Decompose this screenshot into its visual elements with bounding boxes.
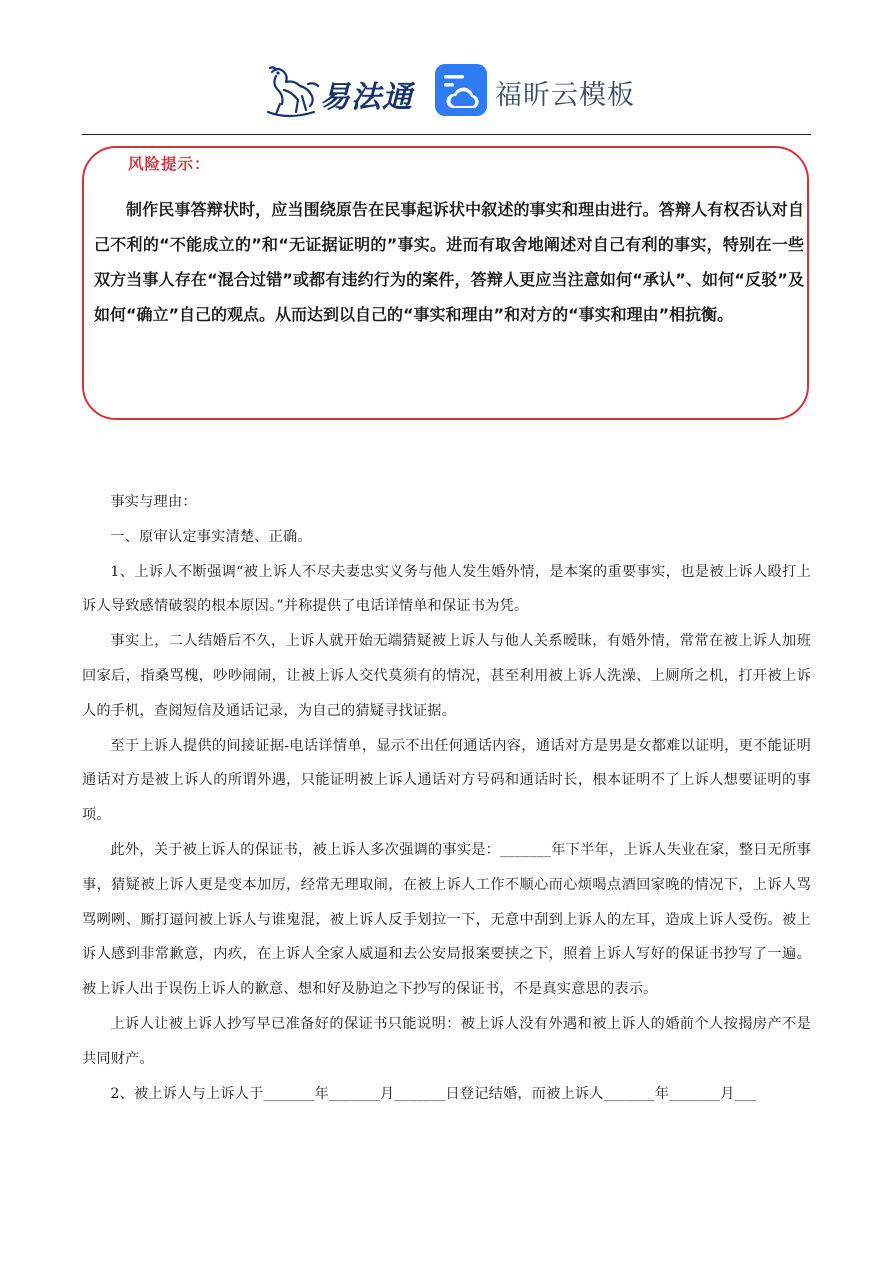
fuxin-logo [435,64,645,120]
qilin-icon [262,62,322,122]
header-divider [82,134,811,135]
body-paragraph: 此外，关于被上诉人的保证书，被上诉人多次强调的事实是：_______年下半年，上诉人失业在家，整日无所事事，猜疑被上诉人更是变本加厉，经常无理取闹，在被上诉人工作不顺心而心烦喝点酒回家晚的情况下，上诉人骂骂咧咧、厮打逼问被上诉人与谁鬼混，被上诉人反手划拉一下，无意中刮到上诉人的左耳，造成上诉人受伤。被上诉人感到非常歉意，内疚，在上诉人全家人威逼和去公安局报案要挟之下，照着上诉人写好的保证书抄写了一遍。被上诉人出于误伤上诉人的歉意、想和好及胁迫之下抄写的保证书，不是真实意思的表示。 [82,841,811,998]
body-paragraph: 事实上，二人结婚后不久，上诉人就开始无端猜疑被上诉人与他人关系暧昧，有婚外情，常常在被上诉人加班回家后，指桑骂槐，吵吵闹闹，让被上诉人交代莫须有的情况，甚至利用被上诉人洗澡、上厕所之机，打开被上诉人的手机，查阅短信及通话记录，为自己的猜疑寻找证据。 [82,633,811,719]
body-paragraph: 上诉人让被上诉人抄写早已准备好的保证书只能说明：被上诉人没有外遇和被上诉人的婚前个人按揭房产不是共同财产。 [82,1015,811,1067]
document-body [82,485,811,1111]
body-paragraph: 1、上诉人不断强调“被上诉人不尽夫妻忠实义务与他人发生婚外情，是本案的重要事实，也是被上诉人殴打上诉人导致感情破裂的根本原因。”并称提供了电话详情单和保证书为凭。 [82,563,811,615]
body-paragraph: 事实与理由： [110,494,197,510]
logo2-text: 福昕云模板 [495,80,635,111]
risk-notice-box [82,146,809,420]
yifatong-logo [262,62,432,122]
page-header [0,58,893,124]
document-cloud-icon [435,64,487,116]
body-paragraph: 2、被上诉人与上诉人于_______年_______月_______日登记结婚，而被上诉人_______年_______月___ [110,1085,757,1102]
risk-body: 制作民事答辩状时，应当围绕原告在民事起诉状中叙述的事实和理由进行。答辩人有权否认对自己不利的“不能成立的”和“无证据证明的”事实。进而有取舍地阐述对自己有利的事实，特别在一些双方当事人存在“混合过错”或都有违约行为的案件，答辩人更应当注意如何“承认”、如何“反驳”及如何“确立”自己的观点。从而达到以自己的“事实和理由”和对方的“事实和理由”相抗衡。 [94,200,804,324]
logo1-text: 易法通 [320,80,413,115]
body-paragraph: 一、原审认定事实清楚、正确。 [110,528,312,545]
risk-title: 风险提示： [128,155,211,173]
body-paragraph: 至于上诉人提供的间接证据-电话详情单，显示不出任何通话内容，通话对方是男是女都难以证明，更不能证明通话对方是被上诉人的所谓外遇，只能证明被上诉人通话对方号码和通话时长，根本证明不了上诉人想要证明的事项。 [82,737,811,824]
